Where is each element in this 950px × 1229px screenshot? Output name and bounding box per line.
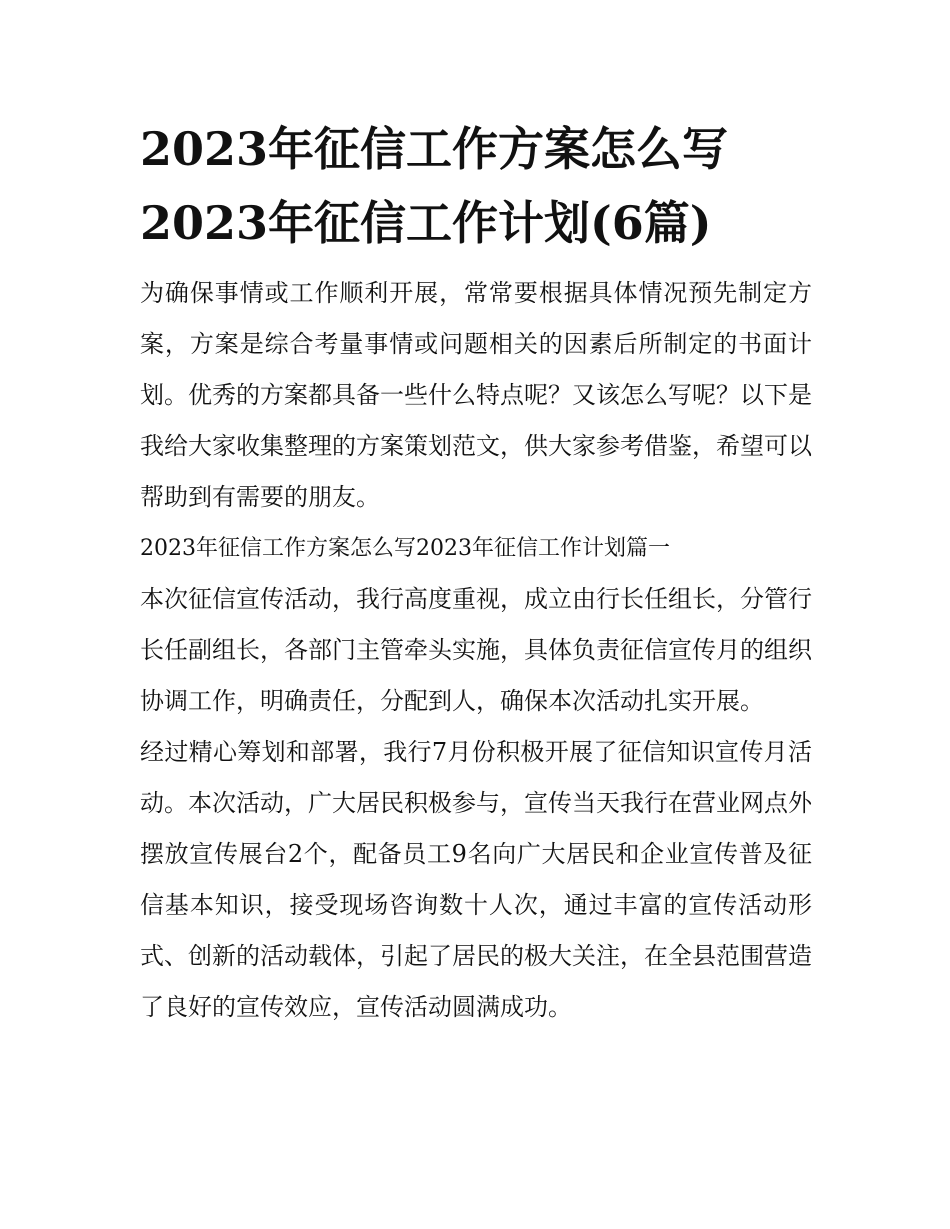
body-paragraph-1: 本次征信宣传活动，我行高度重视，成立由行长任组长，分管行长任副组长，各部门主管牵头实施，具体负责征信宣传月的组织协调工作，明确责任，分配到人，确保本次活动扎实开展。 xyxy=(140,585,812,715)
intro-paragraph: 为确保事情或工作顺利开展，常常要根据具体情况预先制定方案，方案是综合考量事情或问题相关的因素后所制定的书面计划。优秀的方案都具备一些什么特点呢？又该怎么写呢？以下是我给大家收集整理的方案策划范文，供大家参考借鉴，希望可以帮助到有需要的朋友。 xyxy=(140,279,812,511)
title-line-1: 2023年征信工作方案怎么写 xyxy=(140,122,729,176)
document-content xyxy=(140,112,812,1033)
document-title xyxy=(140,112,812,260)
section-heading: 2023年征信工作方案怎么写2023年征信工作计划篇一 xyxy=(140,536,670,561)
body-paragraph-2: 经过精心筹划和部署，我行7月份积极开展了征信知识宣传月活动。本次活动，广大居民积极参与，宣传当天我行在营业网点外摆放宣传展台2个，配备员工9名向广大居民和企业宣传普及征信基本知识，接受现场咨询数十人次，通过丰富的宣传活动形式、创新的活动载体，引起了居民的极大关注，在全县范围营造了良好的宣传效应，宣传活动圆满成功。 xyxy=(140,738,812,1021)
title-line-2: 2023年征信工作计划(6篇) xyxy=(140,196,712,250)
